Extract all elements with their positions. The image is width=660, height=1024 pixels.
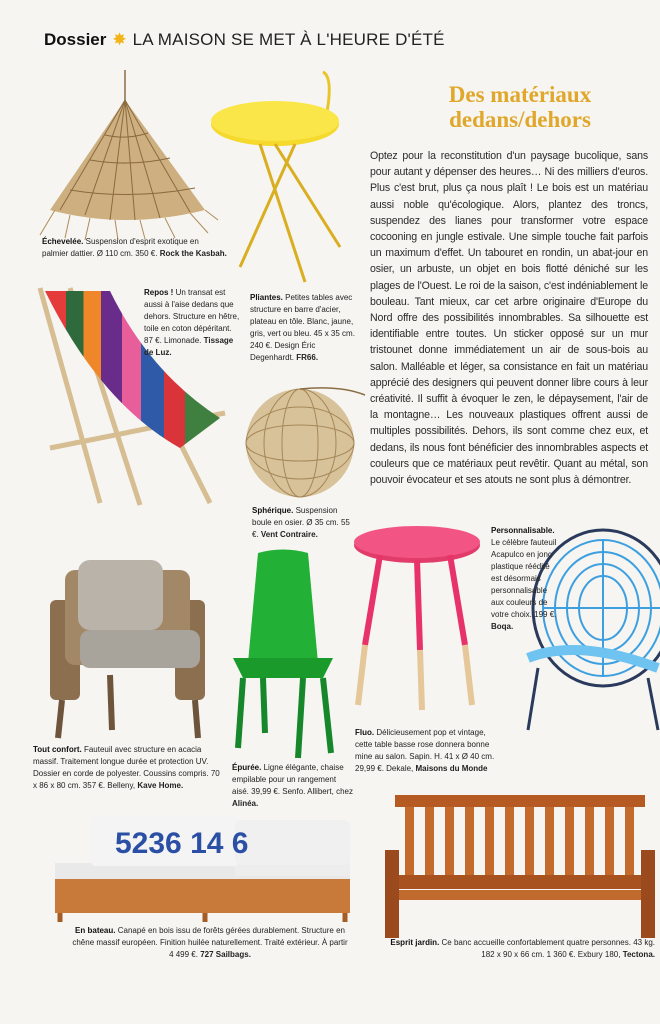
caption-toutconfort: Tout confort. Fauteuil avec structure en acacia massif. Traitement longue durée et protection UV. Dossier en corde de polyester. Coussins compris. 70 x 86 x 80 cm. 357 €. Belleny, Kave Home.: [33, 745, 220, 790]
article-title: [420, 82, 620, 132]
section-header: [44, 30, 445, 50]
section-label: Dossier: [44, 30, 107, 49]
article-title-line2: dedans/dehors: [449, 107, 591, 132]
caption-epuree: Épurée. Ligne élégante, chaise empilable pour un rangement aisé. 39,99 €. Senfo. Allibert, chez Alinéa.: [232, 763, 353, 808]
star-icon: ✸: [112, 30, 127, 49]
green-chair-image: [223, 548, 343, 758]
caption-espritjardin: Esprit jardin. Ce banc accueille confortablement quatre personnes. 43 kg. 182 x 90 x 66 cm. 1 360 €. Exbury 180, Tectona.: [390, 938, 655, 959]
wicker-ball-image: [240, 385, 370, 500]
caption-fluo: Fluo. Délicieusement pop et vintage, cette table basse rose donnera bonne mine au salon. Sapin. H. 41 x Ø 40 cm. 29,99 €. Dekale, Maisons du Monde: [355, 728, 495, 773]
pink-table-image: [350, 525, 485, 715]
bench-image: [385, 790, 655, 940]
sofa-image: [55, 808, 355, 923]
caption-enbateau: En bateau. Canapé en bois issu de forêts gérées durablement. Structure en chêne massif européen. Finition huilée naturellement. Traité extérieur. À partir 4 499 €. 727 Sailbags.: [72, 926, 348, 959]
caption-personnalisable: Personnalisable. Le célèbre fauteuil Acapulco en jonc plastique réédité est désormais personnalisable aux couleurs de votre choix. 199 €. Boqa.: [491, 526, 557, 631]
section-subtitle: LA MAISON SE MET À L'HEURE D'ÉTÉ: [132, 30, 445, 49]
armchair-image: [40, 560, 215, 740]
caption-spherique: Sphérique. Suspension boule en osier. Ø 35 cm. 55 €. Vent Contraire.: [252, 506, 350, 539]
caption-pliantes: Pliantes. Petites tables avec structure en barre d'acier, plateau en tôle. Blanc, jaune, gris, vert ou bleu. 45 x 35 cm. 240 €. Design Éric Degenhardt. FR66.: [250, 293, 355, 362]
palm-lamp-image: [30, 70, 220, 240]
sofa-cushion-print: 5236 14 6: [115, 827, 249, 860]
caption-repos: Repos ! Un transat est aussi à l'aise dedans que dehors. Structure en hêtre, toile en coton dépéritant. 87 €. Limonade. Tissage de Luz.: [144, 288, 240, 357]
article-title-line1: Des matériaux: [448, 82, 592, 107]
article-body: Optez pour la reconstitution d'un paysage bucolique, sans pour autant y dépenser des heures… Ni des milliers d'euros. Plus c'est brut, plus ça nous plaît ! Le bois est un matériau aussi noble qu'écologique. Alors, plantez des troncs, suspendez des lianes pour transformer votre espace cocooning en jungle estivale. Une simple touche fait parfois un maximum d'effet. Un tabouret en rondin, un abat-jour en osier, un arbuste, un objet en bois flotté déniché sur les plages de l'Ouest. Le roi de la saison, c'est indéniablement le bouleau. Tant mieux, car cet arbre originaire d'Europe du Nord offre des possibilités innombrables. Sa silhouette est identifiable entre toutes. Un sticker opposé sur un mur tristounet donne immédiatement un air de sous-bois au salon. Malléable et léger, sa consistance en fait un matériau apprécié des designers qui peuvent donner libre cours à leur créativité. Il suffit à évoquer le zen, le dépaysement, l'air de la montagne… Les nouveaux plastiques offrent aussi de multiples possibilités. Dehors, ils sont comme chez eux, et dedans, ils nous font bénéficier des innombrables aspects et couleurs que ce matériaux peut revêtir. Quant au métal, son pouvoir évocateur et ses atouts ne sont plus à démontrer.: [370, 150, 648, 487]
caption-echevelee: Échevelée. Suspension d'esprit exotique en palmier dattier. Ø 110 cm. 350 €. Rock the Kasbah.: [42, 237, 227, 258]
